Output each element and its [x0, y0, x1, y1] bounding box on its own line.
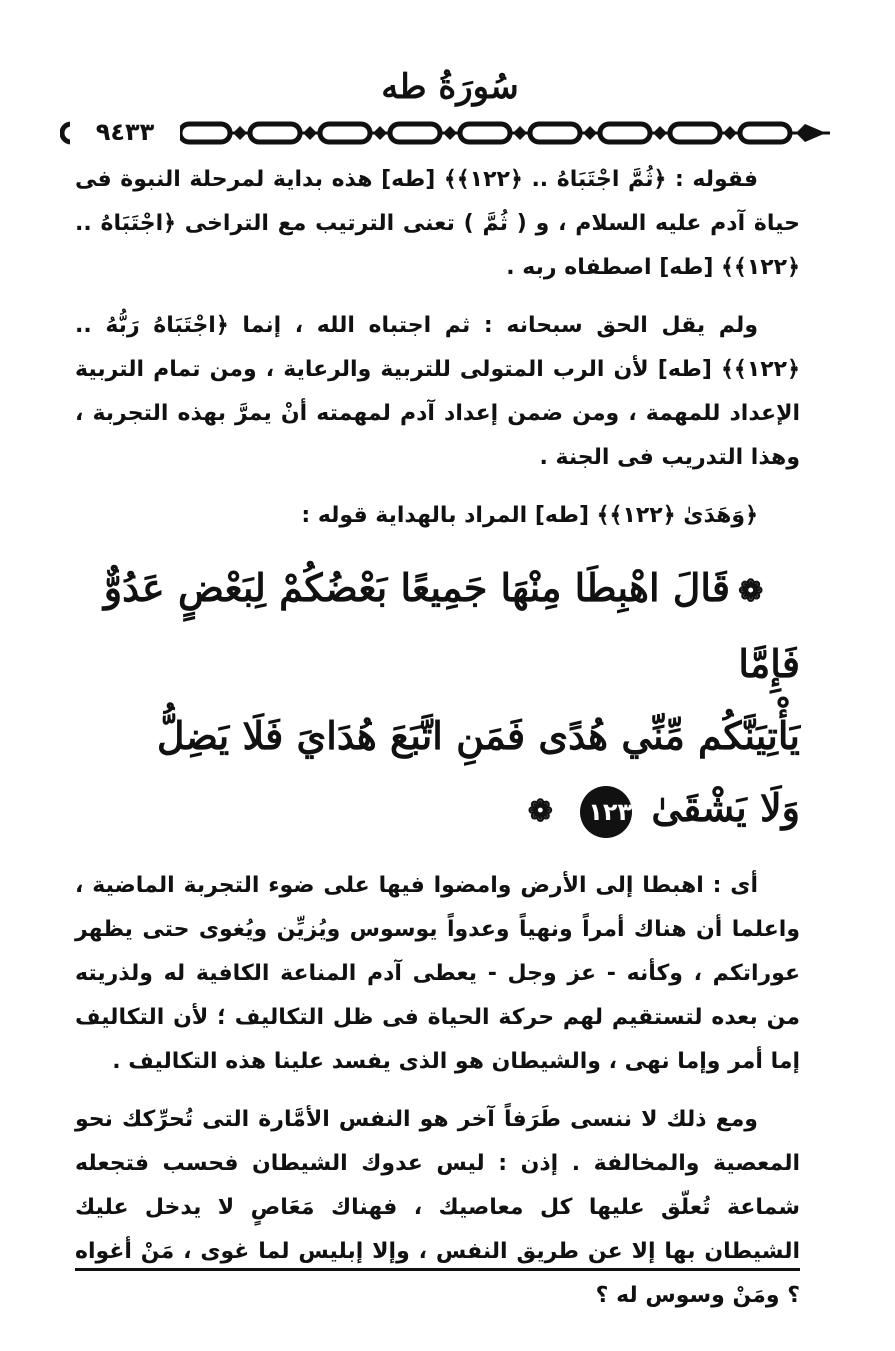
paragraph: ﴿وَهَدَىٰ ﴿١٢٢﴾﴾ [طه] المراد بالهداية قوله :: [301, 503, 758, 528]
opening-bracket-ornament-icon: ❁: [738, 574, 764, 609]
verse-text: وَلَا يَشْقَىٰ: [651, 785, 800, 830]
paragraph: أى : اهبطا إلى الأرض وامضوا فيها على ضوء التجربة الماضية ، واعلما أن هناك أمراً ونهياً وعدواً يوسوس ويُزيِّن ويُغوى حتى يظهر عوراتكم ، وكأنه - عز وجل - يعطى آدم المناعة الكافية له ولذريته من بعده لتستقيم لهم حركة الحياة فى ظل التكاليف ؛ لأن التكاليف إما أمر وإما نهى ، والشيطان هو الذى يفسد علينا هذه التكاليف .: [75, 873, 800, 1074]
footer-rule: [75, 1268, 800, 1271]
ayah-number-badge: ١٢٣: [580, 786, 632, 838]
paragraph: ولم يقل الحق سبحانه : ثم اجتباه الله ، إنما ﴿اجْتَبَاهُ رَبُّهُ .. ﴿١٢٢﴾﴾ [طه] لأن الرب المتولى للتربية والرعاية ، ومن تمام التربية الإعداد للمهمة ، ومن ضمن إعداد آدم لمهمته أنْ يمرَّ بهذه التجربة ، وهذا التدريب فى الجنة .: [75, 313, 800, 470]
surah-title: سُورَةُ طه: [381, 67, 519, 107]
verse-line-1: [75, 552, 800, 700]
verse-line-3: [75, 772, 800, 848]
verse-text: يَأْتِيَنَّكُم مِّنِّي هُدًى فَمَنِ اتَّبَعَ هُدَايَ فَلَا يَضِلُّ: [156, 713, 800, 758]
page-content: [75, 158, 800, 1332]
page-number: ٩٤٣٣: [70, 116, 180, 148]
paragraph: ومع ذلك لا ننسى طَرَفاً آخر هو النفس الأمَّارة التى تُحرِّكك نحو المعصية والمخالفة . إذن : ليس عدوك الشيطان فحسب فتجعله شماعة تُعلّق عليها كل معاصيك ، فهناك مَعَاصٍ لا يدخل عليك الشيطان بها إلا عن طريق النفس ، وإلا إبليس لما غوى ، مَنْ أغواه ؟ ومَنْ وسوس له ؟: [75, 1107, 800, 1308]
quran-verse-block: [75, 552, 800, 848]
closing-bracket-ornament-icon: ❁: [527, 794, 553, 829]
paragraph: فقوله : ﴿ثُمَّ اجْتَبَاهُ .. ﴿١٢٢﴾﴾ [طه] هذه بداية لمرحلة النبوة فى حياة آدم عليه السلام ، و ( ثُمَّ ) تعنى الترتيب مع التراخى ﴿اجْتَبَاهُ .. ﴿١٢٢﴾﴾ [طه] اصطفاه ربه .: [75, 167, 800, 280]
verse-text: قَالَ اهْبِطَا مِنْهَا جَمِيعًا بَعْضُكُمْ لِبَعْضٍ عَدُوٌّ فَإِمَّا: [103, 565, 800, 686]
